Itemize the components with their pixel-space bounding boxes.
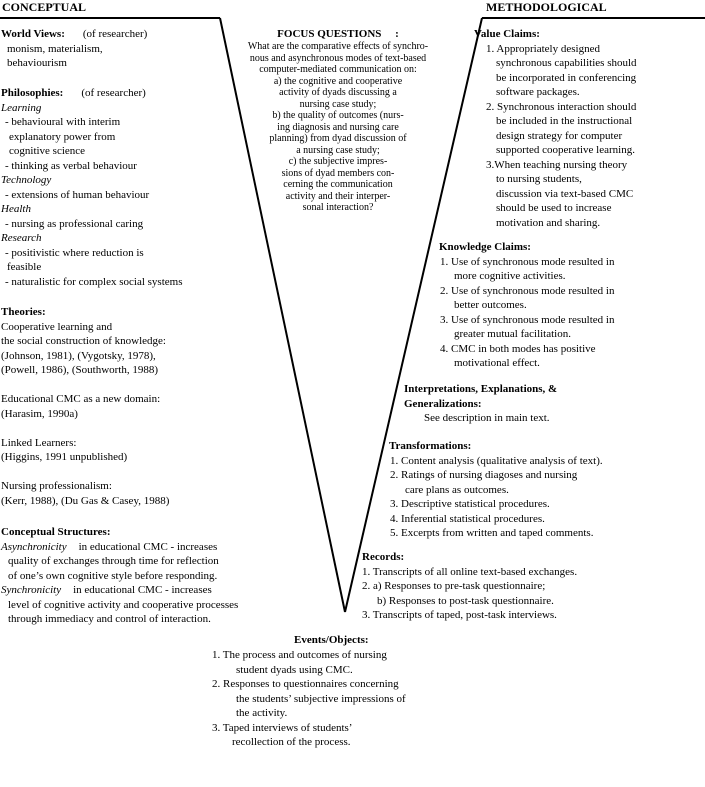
transformations-line: 5. Excerpts from written and taped comments.: [390, 527, 594, 539]
events-line: 1. The process and outcomes of nursing: [212, 649, 387, 661]
value-claims-line: 2. Synchronous interaction should: [486, 100, 637, 113]
events-line: the students’ subjective impressions of: [236, 692, 406, 705]
events-objects: [212, 648, 406, 750]
knowledge-claims-line: more cognitive activities.: [454, 270, 566, 282]
events-line: 2. Responses to questionnaires concerning: [212, 678, 399, 690]
world-views: [1, 27, 147, 71]
knowledge-claims-line: 3. Use of synchronous mode resulted in: [440, 313, 615, 326]
theories-line: the social construction of knowledge:: [1, 335, 166, 347]
interpretations: [404, 382, 557, 426]
theories-line: (Johnson, 1981), (Vygotsky, 1978),: [1, 349, 156, 362]
focus-line: sonal interaction?: [302, 202, 374, 213]
value-claims-line: motivation and sharing.: [496, 216, 601, 229]
events-line: 3. Taped interviews of students’: [212, 721, 353, 734]
focus-line: activity of dyads discussing a: [279, 87, 397, 98]
focus-line: a nursing case study;: [296, 144, 380, 156]
focus-line: nous and asynchronous modes of text-based: [249, 52, 427, 64]
conceptual-header: CONCEPTUAL: [2, 0, 87, 14]
theories-line: (Kerr, 1988), (Du Gas & Casey, 1988): [1, 494, 170, 507]
theories-line: (Harasim, 1990a): [1, 407, 78, 420]
value-claims-line: discussion via text-based CMC: [496, 187, 634, 200]
focus-line: activity and their interper-: [285, 190, 391, 202]
value-claims-line: design strategy for computer: [496, 129, 623, 142]
technology-line: - extensions of human behaviour: [5, 188, 150, 201]
transformations-line: 1. Content analysis (qualitative analysis of text).: [390, 454, 603, 467]
knowledge-claims-line: 2. Use of synchronous mode resulted in: [440, 284, 615, 297]
focus-line: b) the quality of outcomes (nurs-: [272, 110, 404, 121]
world-views-note: (of researcher): [82, 28, 148, 40]
focus-colon: :: [395, 28, 399, 40]
transformations-line: 3. Descriptive statistical procedures.: [390, 498, 550, 510]
synchronicity-line: level of cognitive activity and cooperative processes: [8, 598, 239, 611]
technology-label: Technology: [1, 174, 52, 186]
knowledge-claims-line: 4. CMC in both modes has positive: [440, 342, 596, 355]
value-claims-line: be included in the instructional: [496, 115, 633, 127]
knowledge-claims-line: greater mutual facilitation.: [454, 328, 571, 340]
events-title: Events/Objects:: [294, 634, 369, 646]
theories-spacer: [1, 421, 169, 436]
records-line: 3. Transcripts of taped, post-task interviews.: [362, 609, 557, 621]
knowledge-claims: [439, 240, 614, 371]
theories-spacer: [1, 465, 169, 480]
records: [362, 550, 577, 623]
asynchronicity-line: quality of exchanges through time for reflection: [8, 555, 219, 567]
research-label: Research: [1, 232, 42, 244]
focus-line: nursing case study;: [299, 98, 377, 110]
value-claims: [474, 27, 637, 230]
philosophies-title: Philosophies:: [1, 87, 64, 99]
focus-line: sions of dyad members con-: [281, 167, 395, 179]
events-line: the activity.: [236, 707, 288, 719]
theories-line: Linked Learners:: [1, 436, 77, 449]
world-views-line: behaviourism: [7, 57, 67, 69]
asynchronicity-tail: in educational CMC - increases: [78, 540, 218, 553]
focus-line: c) the subjective impres-: [288, 156, 388, 167]
synchronicity-term: Synchronicity: [1, 584, 62, 596]
generalizations-title: Generalizations:: [404, 397, 482, 410]
theories-line: Nursing professionalism:: [1, 480, 112, 492]
value-claims-line: software packages.: [496, 86, 580, 98]
value-claims-line: be incorporated in conferencing: [496, 71, 637, 84]
knowledge-claims-title: Knowledge Claims:: [439, 241, 531, 253]
asynchronicity-line: of one’s own cognitive style before responding.: [8, 569, 218, 582]
transformations: [389, 439, 603, 541]
learning-line: explanatory power from: [9, 130, 116, 143]
methodological-header: METHODOLOGICAL: [486, 0, 607, 14]
theories-line: (Powell, 1986), (Southworth, 1988): [1, 364, 159, 376]
transformations-line: 4. Inferential statistical procedures.: [390, 512, 545, 525]
philosophies-note: (of researcher): [81, 87, 146, 99]
knowledge-claims-line: 1. Use of synchronous mode resulted in: [440, 255, 615, 268]
events-line: student dyads using CMC.: [236, 663, 353, 676]
focus-line: computer-mediated communication on:: [259, 64, 417, 75]
focus-questions: [208, 28, 468, 214]
synchronicity-line: through immediacy and control of interaction.: [8, 613, 211, 625]
theories: [1, 305, 169, 508]
learning-line: cognitive science: [9, 145, 86, 157]
conceptual-structures-title: Conceptual Structures:: [1, 526, 111, 538]
interpretations-text: See description in main text.: [424, 412, 550, 424]
research-line: feasible: [7, 261, 42, 273]
events-line: recollection of the process.: [232, 736, 351, 748]
focus-line: planning) from dyad discussion of: [269, 133, 407, 144]
health-line: - nursing as professional caring: [5, 217, 144, 230]
records-title: Records:: [362, 551, 405, 563]
focus-line: ing diagnosis and nursing care: [277, 121, 399, 133]
value-claims-line: should be used to increase: [496, 202, 612, 214]
records-line: 2. a) Responses to pre-task questionnaire;: [362, 580, 546, 592]
value-claims-line: to nursing students,: [496, 173, 582, 185]
focus-title-line: [208, 28, 468, 41]
asynchronicity-term: Asynchronicity: [1, 540, 67, 553]
interpretations-title: Interpretations, Explanations, &: [404, 383, 558, 395]
philosophies: [1, 86, 182, 289]
transformations-line: 2. Ratings of nursing diagoses and nursing: [390, 469, 578, 481]
value-claims-line: synchronous capabilities should: [496, 57, 637, 69]
theories-line: (Higgins, 1991 unpublished): [1, 451, 128, 463]
learning-line: - thinking as verbal behaviour: [5, 159, 137, 172]
value-claims-line: 1. Appropriately designed: [486, 42, 600, 55]
world-views-line: monism, materialism,: [7, 42, 103, 55]
research-line: - positivistic where reduction is: [5, 246, 144, 259]
records-line: b) Responses to post-task questionnaire.: [377, 594, 554, 607]
theories-spacer: [1, 378, 169, 393]
theories-line: Educational CMC as a new domain:: [1, 393, 161, 405]
value-claims-line: 3.When teaching nursing theory: [486, 158, 628, 171]
transformations-line: care plans as outcomes.: [405, 483, 509, 496]
theories-title: Theories:: [1, 306, 46, 318]
knowledge-claims-line: better outcomes.: [454, 299, 527, 311]
value-claims-title: Value Claims:: [474, 28, 540, 40]
health-label: Health: [1, 203, 31, 215]
transformations-title: Transformations:: [389, 440, 472, 452]
conceptual-structures: [1, 525, 238, 627]
learning-line: - behavioural with interim: [5, 116, 121, 128]
focus-line: cerning the communication: [283, 179, 393, 190]
records-line: 1. Transcripts of all online text-based exchanges.: [362, 565, 578, 578]
learning-label: Learning: [1, 101, 42, 114]
theories-line: Cooperative learning and: [1, 320, 113, 333]
focus-line: What are the comparative effects of synchro-: [247, 41, 429, 52]
focus-title: FOCUS QUESTIONS: [277, 28, 382, 40]
focus-line: a) the cognitive and cooperative: [273, 75, 403, 87]
research-line: - naturalistic for complex social systems: [5, 275, 183, 288]
world-views-title: World Views:: [1, 28, 65, 40]
value-claims-line: supported cooperative learning.: [496, 144, 635, 156]
knowledge-claims-line: motivational effect.: [454, 357, 540, 369]
synchronicity-tail: in educational CMC - increases: [73, 584, 212, 596]
